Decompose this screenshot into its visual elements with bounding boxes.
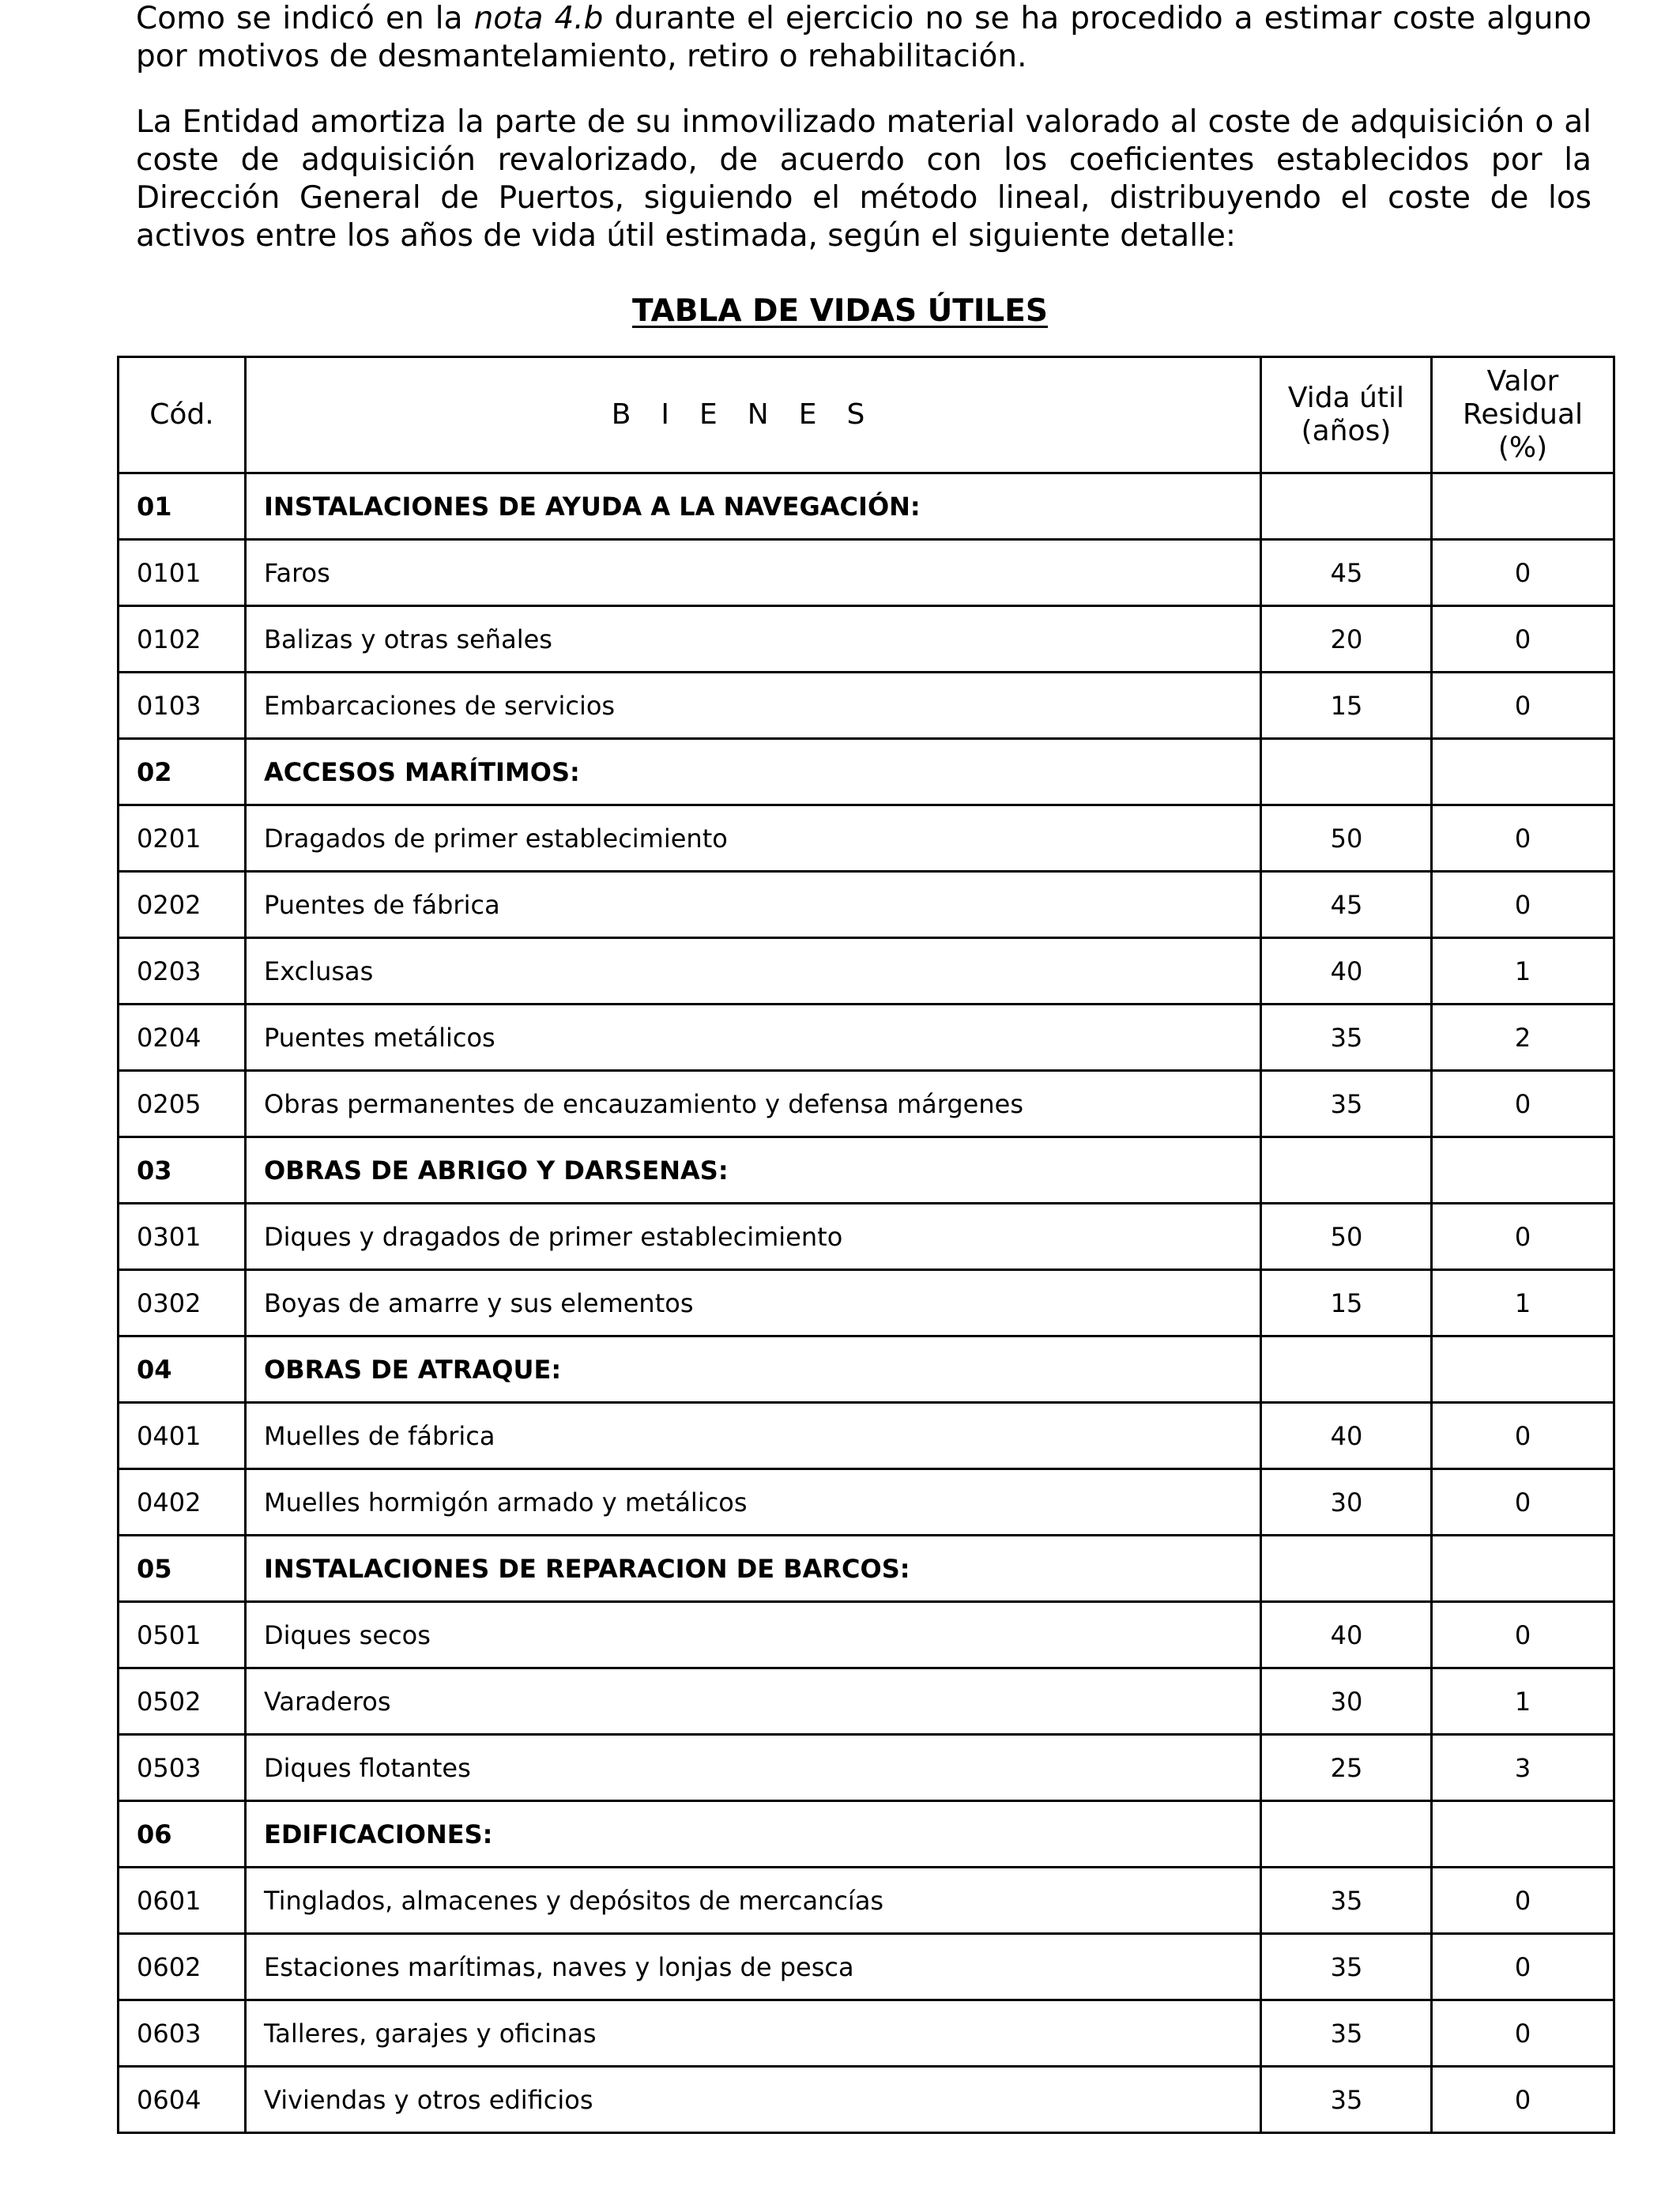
cell-cod: 0301 — [119, 1204, 246, 1270]
table-row — [119, 1403, 1614, 1469]
cell-description: Estaciones marítimas, naves y lonjas de pesca — [246, 1934, 1261, 2000]
cell-vida-util: 25 — [1261, 1735, 1432, 1801]
cell-cod: 0502 — [119, 1668, 246, 1735]
cell-valor-residual: 0 — [1432, 1602, 1614, 1668]
cell-cod: 0101 — [119, 540, 246, 606]
cell-valor-residual: 0 — [1432, 1071, 1614, 1137]
cell-valor-residual: 0 — [1432, 2000, 1614, 2067]
p1-text-after: durante el ejercicio no se ha procedido a estimar coste alguno por motivos de desmantelamiento, retiro o rehabilitación. — [136, 1, 1591, 74]
p1-note-reference: nota 4.b — [473, 1, 604, 36]
cell-valor-residual: 1 — [1432, 1270, 1614, 1336]
table-row — [119, 938, 1614, 1005]
cell-vida-util: 45 — [1261, 872, 1432, 938]
table-title-text: TABLA DE VIDAS ÚTILES — [632, 293, 1048, 329]
cell-valor-residual: 0 — [1432, 1934, 1614, 2000]
cell-vida-util — [1261, 1801, 1432, 1868]
cell-valor-residual — [1432, 1336, 1614, 1403]
cell-cod: 0202 — [119, 872, 246, 938]
cell-vida-util: 30 — [1261, 1469, 1432, 1536]
cell-vida-util: 35 — [1261, 1934, 1432, 2000]
cell-cod: 0601 — [119, 1868, 246, 1934]
table-group-row — [119, 739, 1614, 805]
cell-vida-util: 15 — [1261, 1270, 1432, 1336]
cell-description: Obras permanentes de encauzamiento y defensa márgenes — [246, 1071, 1261, 1137]
cell-description: Muelles hormigón armado y metálicos — [246, 1469, 1261, 1536]
cell-description: Balizas y otras señales — [246, 606, 1261, 673]
table-row — [119, 1071, 1614, 1137]
cell-valor-residual: 0 — [1432, 805, 1614, 872]
cell-vida-util: 50 — [1261, 805, 1432, 872]
cell-description: OBRAS DE ABRIGO Y DARSENAS: — [246, 1137, 1261, 1204]
cell-description: Talleres, garajes y oficinas — [246, 2000, 1261, 2067]
cell-description: Varaderos — [246, 1668, 1261, 1735]
table-row — [119, 673, 1614, 739]
cell-cod: 0604 — [119, 2067, 246, 2133]
cell-description: Puentes de fábrica — [246, 872, 1261, 938]
cell-valor-residual: 0 — [1432, 1403, 1614, 1469]
cell-description: ACCESOS MARÍTIMOS: — [246, 739, 1261, 805]
cell-description: Viviendas y otros edificios — [246, 2067, 1261, 2133]
cell-cod: 0204 — [119, 1005, 246, 1071]
table-body — [119, 473, 1614, 2133]
table-row — [119, 1005, 1614, 1071]
cell-vida-util: 40 — [1261, 1403, 1432, 1469]
cell-valor-residual — [1432, 1536, 1614, 1602]
cell-cod: 0102 — [119, 606, 246, 673]
cell-valor-residual: 0 — [1432, 1868, 1614, 1934]
table-row — [119, 606, 1614, 673]
intro-paragraph-desmantelamiento — [136, 0, 1591, 76]
table-row — [119, 872, 1614, 938]
header-vida-line1: Vida útil — [1287, 382, 1405, 414]
table-row — [119, 540, 1614, 606]
table-group-row — [119, 1536, 1614, 1602]
cell-valor-residual — [1432, 473, 1614, 540]
cell-cod: 0602 — [119, 1934, 246, 2000]
header-valor-line3: (%) — [1497, 432, 1548, 464]
cell-valor-residual: 0 — [1432, 540, 1614, 606]
table-header-row — [119, 357, 1614, 473]
table-row — [119, 1735, 1614, 1801]
cell-valor-residual: 0 — [1432, 1469, 1614, 1536]
cell-description: Puentes metálicos — [246, 1005, 1261, 1071]
cell-cod: 0401 — [119, 1403, 246, 1469]
cell-valor-residual: 0 — [1432, 2067, 1614, 2133]
table-row — [119, 2067, 1614, 2133]
cell-vida-util: 35 — [1261, 2067, 1432, 2133]
cell-vida-util: 35 — [1261, 1868, 1432, 1934]
cell-description: INSTALACIONES DE REPARACION DE BARCOS: — [246, 1536, 1261, 1602]
cell-description: Muelles de fábrica — [246, 1403, 1261, 1469]
table-group-row — [119, 473, 1614, 540]
table-row — [119, 1204, 1614, 1270]
cell-cod: 02 — [119, 739, 246, 805]
cell-valor-residual — [1432, 1801, 1614, 1868]
cell-description: Diques flotantes — [246, 1735, 1261, 1801]
table-group-row — [119, 1336, 1614, 1403]
cell-description: Boyas de amarre y sus elementos — [246, 1270, 1261, 1336]
cell-vida-util: 40 — [1261, 1602, 1432, 1668]
cell-valor-residual: 1 — [1432, 938, 1614, 1005]
header-bienes: BIENES — [246, 357, 1261, 473]
table-row — [119, 1469, 1614, 1536]
cell-cod: 04 — [119, 1336, 246, 1403]
vidas-utiles-table — [117, 356, 1615, 2134]
cell-description: EDIFICACIONES: — [246, 1801, 1261, 1868]
cell-valor-residual: 2 — [1432, 1005, 1614, 1071]
cell-vida-util: 45 — [1261, 540, 1432, 606]
header-valor-line2: Residual — [1462, 398, 1584, 431]
table-row — [119, 1668, 1614, 1735]
cell-vida-util: 50 — [1261, 1204, 1432, 1270]
table-row — [119, 1602, 1614, 1668]
cell-valor-residual: 0 — [1432, 606, 1614, 673]
cell-vida-util: 35 — [1261, 1071, 1432, 1137]
table-row — [119, 2000, 1614, 2067]
intro-paragraph-amortizacion: La Entidad amortiza la parte de su inmovilizado material valorado al coste de adquisición o al coste de adquisición revalorizado, de acuerdo con los coeficientes establecidos por la Dirección General de Puertos, siguiendo el método lineal, distribuyendo el coste de los activos entre los años de vida útil estimada, según el siguiente detalle: — [136, 104, 1591, 254]
cell-valor-residual: 0 — [1432, 673, 1614, 739]
cell-vida-util — [1261, 1336, 1432, 1403]
cell-valor-residual: 0 — [1432, 1204, 1614, 1270]
cell-vida-util — [1261, 739, 1432, 805]
cell-vida-util — [1261, 1137, 1432, 1204]
cell-vida-util: 30 — [1261, 1668, 1432, 1735]
cell-cod: 06 — [119, 1801, 246, 1868]
table-row — [119, 805, 1614, 872]
cell-vida-util: 35 — [1261, 2000, 1432, 2067]
cell-vida-util — [1261, 473, 1432, 540]
table-title — [0, 292, 1680, 330]
cell-cod: 0503 — [119, 1735, 246, 1801]
cell-cod: 0402 — [119, 1469, 246, 1536]
cell-valor-residual — [1432, 739, 1614, 805]
cell-description: Dragados de primer establecimiento — [246, 805, 1261, 872]
cell-cod: 0103 — [119, 673, 246, 739]
table-group-row — [119, 1137, 1614, 1204]
cell-valor-residual — [1432, 1137, 1614, 1204]
header-cod: Cód. — [119, 357, 246, 473]
cell-cod: 0201 — [119, 805, 246, 872]
cell-vida-util: 20 — [1261, 606, 1432, 673]
cell-cod: 0205 — [119, 1071, 246, 1137]
cell-description: Embarcaciones de servicios — [246, 673, 1261, 739]
table-group-row — [119, 1801, 1614, 1868]
table-row — [119, 1270, 1614, 1336]
cell-vida-util: 15 — [1261, 673, 1432, 739]
cell-vida-util: 35 — [1261, 1005, 1432, 1071]
cell-cod: 05 — [119, 1536, 246, 1602]
cell-cod: 01 — [119, 473, 246, 540]
header-vida-util — [1261, 357, 1432, 473]
header-valor-residual — [1432, 357, 1614, 473]
cell-valor-residual: 0 — [1432, 872, 1614, 938]
cell-description: INSTALACIONES DE AYUDA A LA NAVEGACIÓN: — [246, 473, 1261, 540]
cell-description: OBRAS DE ATRAQUE: — [246, 1336, 1261, 1403]
header-valor-line1: Valor — [1486, 365, 1559, 398]
cell-valor-residual: 1 — [1432, 1668, 1614, 1735]
cell-vida-util — [1261, 1536, 1432, 1602]
cell-valor-residual: 3 — [1432, 1735, 1614, 1801]
cell-description: Diques y dragados de primer establecimiento — [246, 1204, 1261, 1270]
table-row — [119, 1868, 1614, 1934]
cell-cod: 0603 — [119, 2000, 246, 2067]
cell-vida-util: 40 — [1261, 938, 1432, 1005]
table-row — [119, 1934, 1614, 2000]
cell-cod: 0302 — [119, 1270, 246, 1336]
cell-cod: 0203 — [119, 938, 246, 1005]
cell-description: Faros — [246, 540, 1261, 606]
header-vida-line2: (años) — [1301, 415, 1392, 447]
cell-cod: 03 — [119, 1137, 246, 1204]
cell-description: Exclusas — [246, 938, 1261, 1005]
p1-text-before: Como se indicó en la — [136, 1, 474, 36]
cell-description: Tinglados, almacenes y depósitos de mercancías — [246, 1868, 1261, 1934]
cell-description: Diques secos — [246, 1602, 1261, 1668]
cell-cod: 0501 — [119, 1602, 246, 1668]
